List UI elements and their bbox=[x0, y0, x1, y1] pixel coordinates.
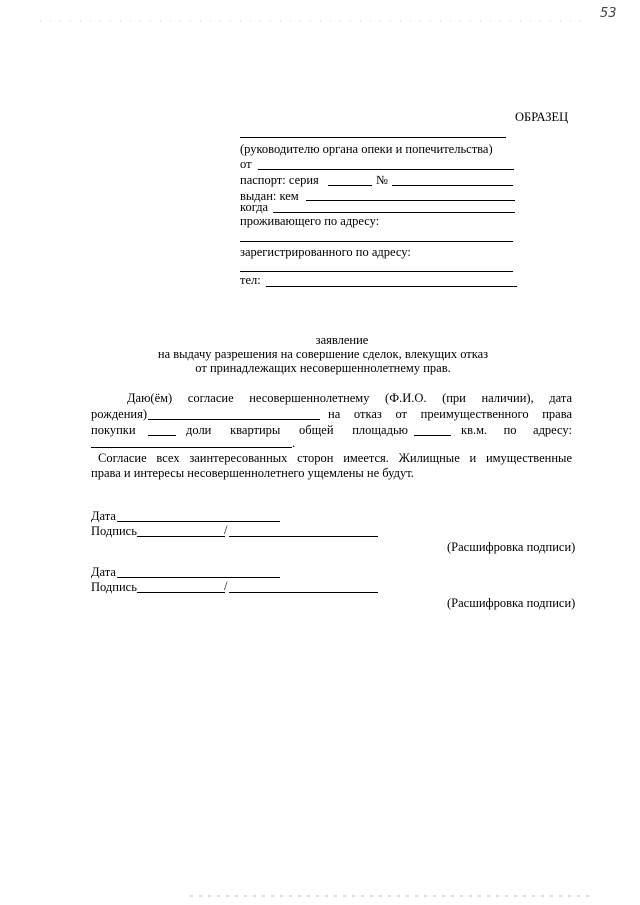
signature-line-2 bbox=[137, 592, 225, 593]
share-line bbox=[148, 435, 176, 436]
passport-number-line bbox=[392, 185, 513, 186]
from-line bbox=[258, 169, 514, 170]
document-title: заявление bbox=[315, 333, 369, 347]
passport-series-label: паспорт: серия bbox=[240, 173, 319, 187]
scan-artifact-top bbox=[0, 18, 640, 24]
residing-label: проживающего по адресу: bbox=[240, 214, 380, 228]
agreement-text-line2: права и интересы несовершеннолетнего ущемлены не будут. bbox=[91, 466, 414, 480]
issued-by-line bbox=[306, 200, 515, 201]
phone-line bbox=[266, 286, 517, 287]
passport-number-label: № bbox=[376, 173, 388, 187]
signature-decoding-line-1 bbox=[229, 536, 378, 537]
passport-series-line bbox=[328, 185, 372, 186]
document-subtitle-line2: от принадлежащих несовершеннолетнему прав. bbox=[195, 361, 451, 375]
signature-decoding-label-1: (Расшифровка подписи) bbox=[447, 540, 576, 554]
date-label-1: Дата bbox=[91, 509, 116, 523]
consent-text-address-label: кв.м. по адресу: bbox=[461, 423, 572, 437]
recipient-caption: (руководителю органа опеки и попечительства) bbox=[240, 142, 493, 156]
recipient-line bbox=[240, 137, 506, 138]
consent-text-line1: Даю(ём) согласие несовершеннолетнему (Ф.И.О. (при наличии), дата bbox=[127, 391, 572, 405]
phone-label: тел: bbox=[240, 273, 261, 287]
birth-date-line bbox=[148, 419, 320, 420]
agreement-text-line1: Согласие всех заинтересованных сторон имеется. Жилищные и имущественные bbox=[98, 451, 572, 465]
document-subtitle-line1: на выдачу разрешения на совершение сделок, влекущих отказ bbox=[157, 347, 489, 361]
when-label: когда bbox=[240, 200, 269, 214]
signature-separator-2: / bbox=[224, 579, 228, 593]
signature-decoding-line-2 bbox=[229, 592, 378, 593]
registered-line bbox=[240, 271, 513, 272]
consent-text-purchase-label: покупки bbox=[91, 423, 136, 437]
scan-artifact-bottom bbox=[0, 893, 640, 899]
signature-label-2: Подпись bbox=[91, 580, 137, 594]
area-line bbox=[414, 435, 451, 436]
date-line-2 bbox=[117, 577, 280, 578]
signature-separator-1: / bbox=[224, 523, 228, 537]
address-end-period: . bbox=[292, 436, 296, 450]
signature-label-1: Подпись bbox=[91, 524, 137, 538]
signature-decoding-label-2: (Расшифровка подписи) bbox=[447, 596, 576, 610]
consent-text-line3: доли квартиры общей площадью bbox=[186, 423, 408, 437]
signature-line-1 bbox=[137, 536, 225, 537]
page-number: 53 bbox=[600, 6, 617, 21]
address-line bbox=[91, 447, 292, 448]
date-line-1 bbox=[117, 521, 280, 522]
date-label-2: Дата bbox=[91, 565, 116, 579]
residing-line bbox=[240, 241, 513, 242]
registered-label: зарегистрированного по адресу: bbox=[240, 245, 411, 259]
issued-by-label: выдан: кем bbox=[240, 189, 299, 203]
when-line bbox=[273, 212, 515, 213]
consent-text-line2: на отказ от преимущественного права bbox=[328, 407, 572, 421]
consent-text-birth-label: рождения) bbox=[91, 407, 148, 421]
from-label: от bbox=[240, 157, 252, 171]
sample-label: ОБРАЗЕЦ bbox=[515, 110, 569, 124]
